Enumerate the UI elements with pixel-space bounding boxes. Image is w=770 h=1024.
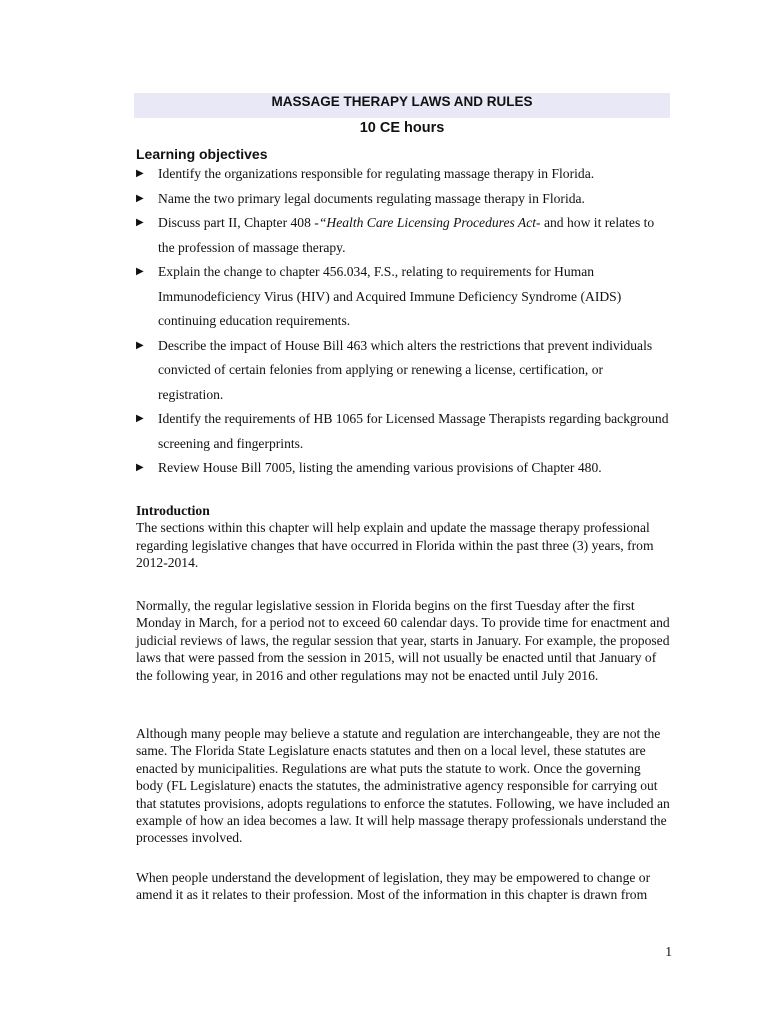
- page-number: 1: [665, 944, 672, 959]
- objective-text-italic: “Health Care Licensing Procedures Act-: [318, 215, 541, 230]
- objective-text: Review House Bill 7005, listing the amending various provisions of Chapter 480.: [158, 460, 602, 475]
- bullet-icon: ▶: [136, 462, 144, 473]
- bullet-icon: ▶: [136, 192, 144, 204]
- bullet-icon: ▶: [136, 413, 144, 424]
- objective-text-before: Discuss part II, Chapter 408 -: [158, 215, 319, 230]
- bullet-icon: ▶: [136, 339, 144, 351]
- objectives-heading: Learning objectives: [136, 146, 268, 162]
- document-subtitle: 10 CE hours: [359, 120, 445, 136]
- objective-text: Identify the requirements of HB 1065 for Licensed Massage Therapists regarding background screening and fingerprints.: [158, 411, 669, 451]
- objective-text: Identify the organizations responsible for regulating massage therapy in Florida.: [158, 166, 595, 181]
- objective-item: [136, 211, 670, 260]
- objective-item: [136, 260, 670, 334]
- objectives-list: [136, 162, 670, 481]
- objective-text: Describe the impact of House Bill 463 which alters the restrictions that prevent individuals convicted of certain felonies from applying or renewing a license, certification, or registration.: [158, 337, 653, 402]
- objective-item: [136, 162, 670, 187]
- introduction-section: [136, 502, 670, 572]
- introduction-heading: Introduction: [136, 503, 210, 518]
- objective-item: [136, 334, 670, 408]
- objective-text-after: and how it relates to the profession of massage therapy.: [158, 215, 655, 255]
- paragraph: Although many people may believe a statute and regulation are interchangeable, they are not the same. The Florida State Legislature enacts statutes and then on a local level, these statutes are enacted by municipalities. Regulations are what puts the statute to work. Once the governing body (FL Legislature) enacts the statutes, the administrative agency responsible for carrying out that statutes provisions, adopts regulations to enforce the statutes. Following, we have included an example of how an idea becomes a law. It will help massage therapy professionals understand the processes involved.: [136, 726, 670, 846]
- objective-text: Name the two primary legal documents regulating massage therapy in Florida.: [158, 190, 585, 206]
- objective-item: [136, 407, 670, 456]
- objective-text: Explain the change to chapter 456.034, F.S., relating to requirements for Human Immunodeficiency Virus (HIV) and Acquired Immune Deficiency Syndrome (AIDS) continuing education requirements.: [158, 264, 622, 328]
- bullet-icon: ▶: [136, 266, 144, 277]
- document-title: MASSAGE THERAPY LAWS AND RULES: [134, 93, 670, 118]
- paragraph: The sections within this chapter will help explain and update the massage therapy professional regarding legislative changes that have occurred in Florida within the past three (3) years, from 2012-2014.: [136, 520, 654, 571]
- paragraph: Normally, the regular legislative session in Florida begins on the first Tuesday after the first Monday in March, for a period not to exceed 60 calendar days. To provide time for enactment and judicial reviews of laws, the regular session that year, starts in January. For example, the proposed laws that were passed from the session in 2015, will not usually be enacted until that January of the following year, in 2016 and other regulations may not be enacted until July 2016.: [136, 598, 670, 683]
- paragraph: When people understand the development of legislation, they may be empowered to change or amend it as it relates to their profession. Most of the information in this chapter is drawn from: [136, 870, 651, 903]
- bullet-icon: ▶: [136, 217, 144, 228]
- bullet-icon: ▶: [136, 168, 144, 179]
- objective-item: [136, 187, 670, 212]
- objective-item: [136, 456, 670, 481]
